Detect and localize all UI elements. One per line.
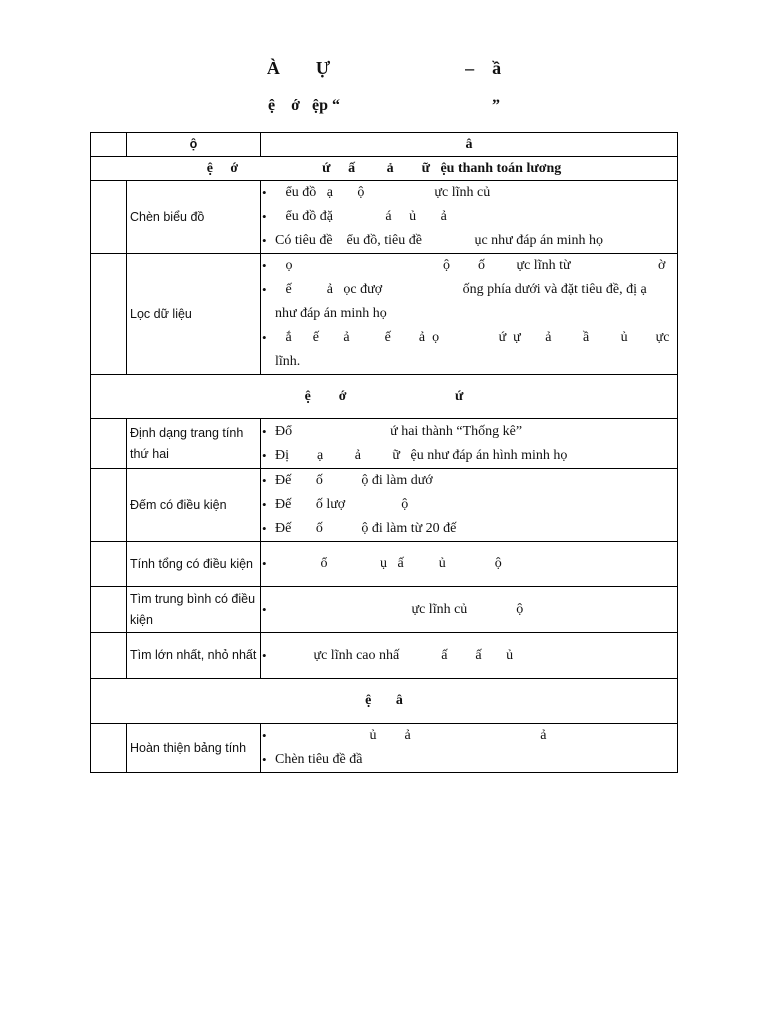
task-name: Tìm lớn nhất, nhỏ nhất (127, 633, 261, 679)
task-name: Tính tổng có điều kiện (127, 542, 261, 587)
task-name: Lọc dữ liệu (127, 254, 261, 375)
bullet-item: • ực lĩnh củ ộ (261, 598, 677, 622)
bullet-item: • ắ ế ả ế ả ọ ứ ự ả ầ ủ ực lĩnh. (261, 326, 677, 374)
task-description (261, 419, 678, 469)
index-cell (91, 633, 127, 679)
bullet-item: • ổ ụ ấ ủ ộ (261, 552, 677, 576)
index-cell (91, 724, 127, 773)
section-title: ệ ớ ứ ấ ả ữ ệu thanh toán lương (91, 157, 678, 181)
section-row (91, 375, 678, 419)
table-row (91, 542, 678, 587)
task-description (261, 633, 678, 679)
document-title: À Ự – ầ (266, 58, 502, 78)
index-cell (91, 587, 127, 633)
bullet-item: • ế ả ọc đượ ống phía dưới và đặt tiêu đề, đị ạ như đáp án minh họ (261, 278, 677, 326)
bullet-item: • Đế ố ộ đi làm dướ (261, 469, 677, 493)
document-subtitle: ệ ớ ệp “ ” (268, 97, 500, 114)
index-cell (91, 254, 127, 375)
table-row (91, 419, 678, 469)
task-name: Hoàn thiện bảng tính (127, 724, 261, 773)
header-blank-cell (91, 133, 127, 157)
task-description (261, 587, 678, 633)
task-description (261, 724, 678, 773)
table-row (91, 633, 678, 679)
table-row (91, 587, 678, 633)
bullet-item: • Chèn tiêu đề đầ (261, 748, 677, 772)
header-description: â (261, 133, 678, 157)
index-cell (91, 542, 127, 587)
bullet-item: • ểu đồ ạ ộ ực lĩnh củ (261, 181, 677, 205)
table-row (91, 181, 678, 254)
index-cell (91, 181, 127, 254)
task-name: Chèn biểu đồ (127, 181, 261, 254)
task-description (261, 254, 678, 375)
table-row (91, 724, 678, 773)
index-cell (91, 419, 127, 469)
bullet-item: • Đế ố ộ đi làm từ 20 đế (261, 517, 677, 541)
section-title: ệ â (91, 679, 678, 724)
bullet-item: • ểu đồ đặ á ủ ả (261, 205, 677, 229)
header-task: ộ (127, 133, 261, 157)
table-row (91, 469, 678, 542)
task-description (261, 542, 678, 587)
bullet-item: • Có tiêu đề ểu đồ, tiêu đề ục như đáp án minh họ (261, 229, 677, 253)
task-name: Tìm trung bình có điều kiện (127, 587, 261, 633)
bullet-item: • Đị ạ ả ữ ệu như đáp án hình minh họ (261, 444, 677, 468)
section-title: ệ ớ ứ (91, 375, 678, 419)
bullet-item: • Đế ố lượ ộ (261, 493, 677, 517)
bullet-item: • ực lĩnh cao nhấ ấ ấ ủ (261, 644, 677, 668)
requirements-table (90, 132, 678, 773)
index-cell (91, 469, 127, 542)
table-row (91, 254, 678, 375)
task-description (261, 181, 678, 254)
table-header-row (91, 133, 678, 157)
task-name: Định dạng trang tính thứ hai (127, 419, 261, 469)
bullet-item: • ủ ả ả (261, 724, 677, 748)
task-name: Đếm có điều kiện (127, 469, 261, 542)
section-row (91, 679, 678, 724)
bullet-item: • Đổ ứ hai thành “Thống kê” (261, 420, 677, 444)
section-row (91, 157, 678, 181)
bullet-item: • ọ ộ ố ực lĩnh từ ờ (261, 254, 677, 278)
task-description (261, 469, 678, 542)
